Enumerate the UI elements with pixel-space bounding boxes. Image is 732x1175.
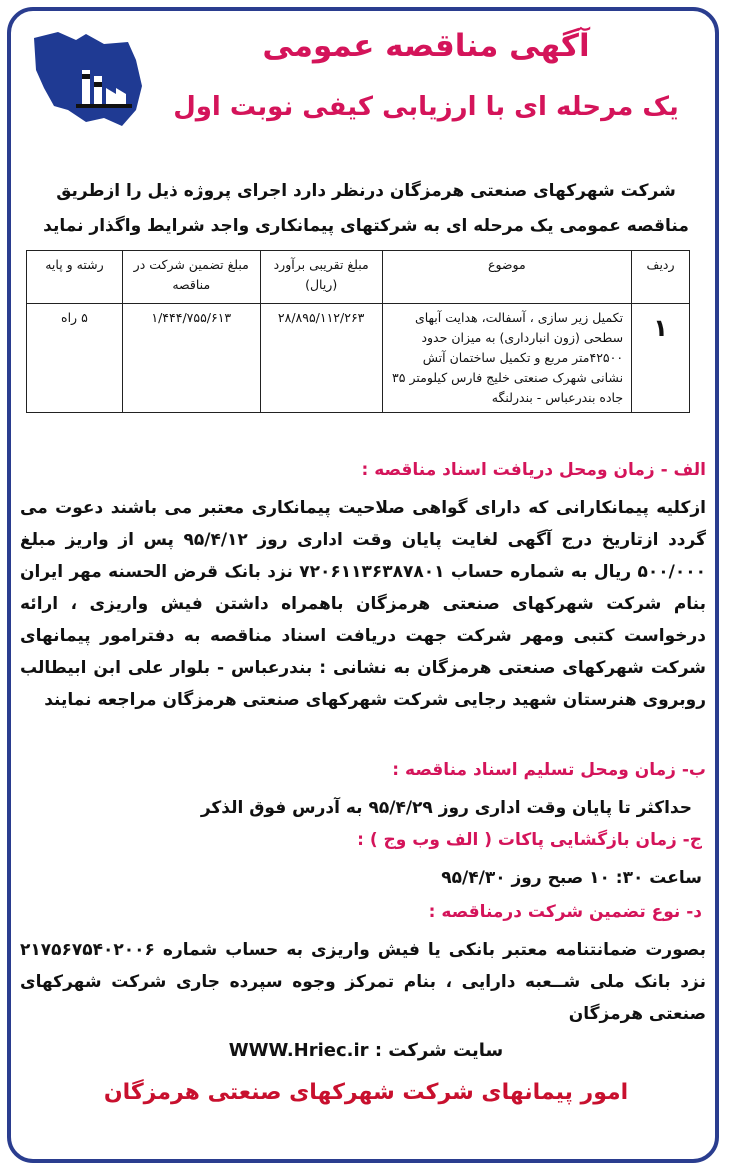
website-label: سایت شرکت : [374, 1040, 504, 1061]
intro-paragraph [26, 174, 706, 244]
header-subject: موضوع [382, 251, 631, 304]
main-title: آگهی مناقصه عمومی [262, 28, 590, 64]
section-d-text: بصورت ضمانتنامه معتبر بانکی یا فیش واریزی به حساب شماره ۲۱۷۵۶۷۵۴۰۲۰۰۶ نزد بانک ملی شــعبه دارایی ، بنام تمرکز وجوه سپرده جاری شرکت شهرکهای صنعتی هرمزگان [20, 940, 706, 1024]
table-row [27, 304, 690, 413]
footer-department: امور پیمانهای شرکت شهرکهای صنعتی هرمزگان [103, 1080, 629, 1105]
company-website [0, 1040, 732, 1061]
section-a-heading: الف - زمان ومحل دریافت اسناد مناقصه : [361, 460, 706, 480]
section-d-heading: د- نوع تضمین شرکت درمناقصه : [428, 902, 702, 922]
cell-row-number: ۱ [632, 304, 690, 413]
intro-line-1: شرکت شهرکهای صنعتی هرمزگان درنظر دارد اجرای پروژه ذیل را ازطریق [56, 181, 676, 201]
header-row-number: ردیف [632, 251, 690, 304]
tender-table [26, 250, 690, 413]
sub-title: یک مرحله ای با ارزیابی کیفی نوبت اول [173, 92, 679, 122]
header-estimate: مبلغ تقریبی برآورد (ریال) [260, 251, 382, 304]
website-url[interactable]: WWW.Hriec.ir [228, 1040, 369, 1061]
section-a-text: ازکلیه پیمانکارانی که دارای گواهی صلاحیت پیمانکاری معتبر می باشند دعوت می گردد ازتاریخ درج آگهی لغایت پایان وقت اداری روز ۹۵/۴/۱۲ پس از واریز مبلغ ۵۰۰/۰۰۰ ریال به شماره حساب ۷۲۰۶۱۱۳۶۳۸۷۸۰۱ نزد بانک قرض الحسنه مهر ایران بنام شرکت شهرکهای صنعتی هرمزگان باهمراه داشتن فیش واریزی ، ارائه درخواست کتبی ومهر شرکت جهت دریافت اسناد مناقصه به دفترامور پیمانهای شرکت شهرکهای صنعتی هرمزگان به نشانی : بندرعباس - بلوار علی ابن ابیطالب روبروی هنرستان شهید رجایی شرکت شهرکهای صنعتی هرمزگان مراجعه نمایند [20, 498, 706, 710]
section-c-text: ساعت ۳۰: ۱۰ صبح روز ۹۵/۴/۳۰ [441, 868, 702, 888]
section-c-heading: ج- زمان بازگشایی پاکات ( الف وب وج ) : [357, 830, 702, 850]
intro-line-2: مناقصه عمومی یک مرحله ای به شرکتهای پیمانکاری واجد شرایط واگذار نماید [43, 216, 689, 236]
header-guarantee: مبلغ تضمین شرکت در مناقصه [122, 251, 260, 304]
iran-map-factory-logo [24, 26, 154, 136]
section-b-heading: ب- زمان ومحل تسلیم اسناد مناقصه : [392, 760, 706, 780]
section-b-text: حداکثر تا پایان وقت اداری روز ۹۵/۴/۲۹ به آدرس فوق الذکر [200, 798, 692, 818]
cell-guarantee: ۱/۴۴۴/۷۵۵/۶۱۳ [122, 304, 260, 413]
table-header-row [27, 251, 690, 304]
cell-field: ۵ راه [27, 304, 123, 413]
header-field: رشته و پایه [27, 251, 123, 304]
cell-estimate: ۲۸/۸۹۵/۱۱۲/۲۶۳ [260, 304, 382, 413]
cell-subject: تکمیل زیر سازی ، آسفالت، هدایت آبهای سطحی (زون انبارداری) به میزان حدود ۴۲۵۰۰متر مربع و تکمیل ساختمان آتش نشانی شهرک صنعتی خلیج فارس کیلومتر ۳۵ جاده بندرعباس - بندرلنگه [382, 304, 631, 413]
